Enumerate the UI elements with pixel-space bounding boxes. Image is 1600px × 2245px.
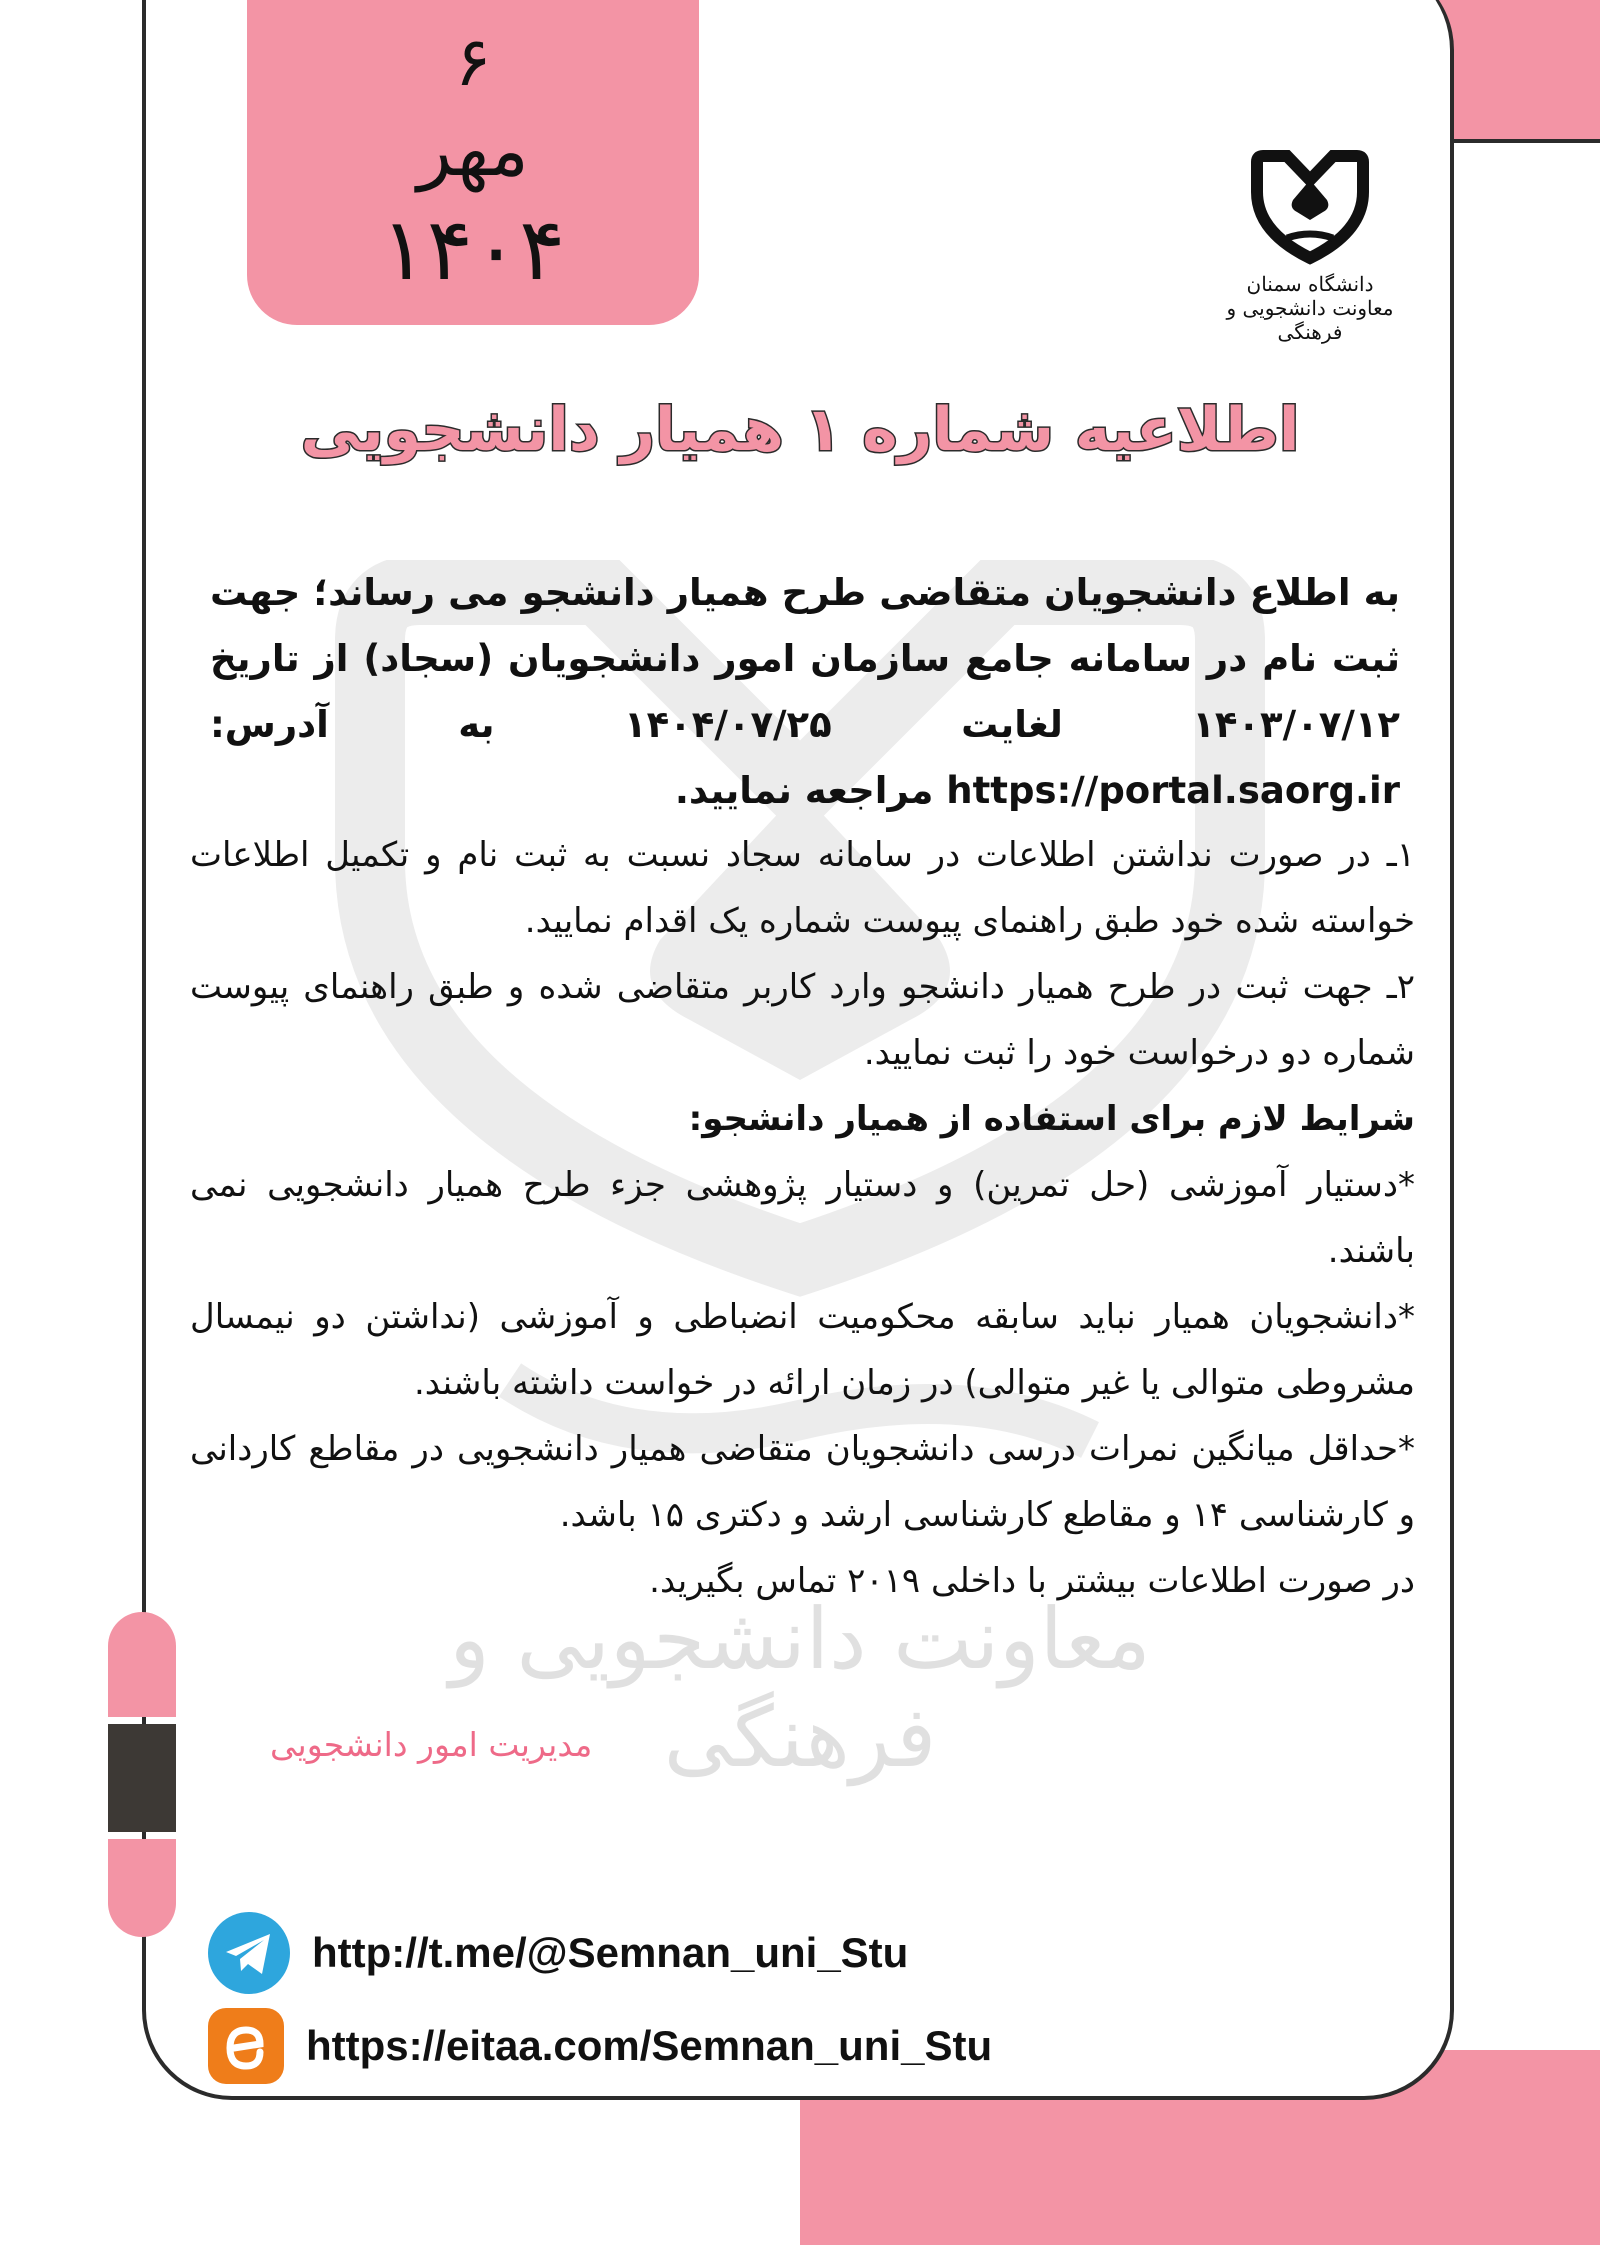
page-title: اطلاعیه شماره ۱ همیار دانشجویی — [300, 395, 1300, 465]
date-year: ۱۴۰۴ — [380, 199, 566, 300]
eitaa-link[interactable]: https://eitaa.com/Semnan_uni_Stu — [306, 2022, 993, 2069]
university-logo — [1225, 150, 1395, 375]
side-segment-pink-top — [108, 1612, 176, 1717]
date-badge — [247, 0, 699, 325]
closing-note: در صورت اطلاعات بیشتر با داخلی ۲۰۱۹ تماس بگیرید. — [649, 1561, 1415, 1601]
conditions-heading: شرایط لازم برای استفاده از همیار دانشجو: — [688, 1099, 1415, 1139]
telegram-link[interactable]: http://t.me/@Semnan_uni_Stu — [312, 1929, 909, 1976]
intro-paragraph: به اطلاع دانشجویان متقاضی طرح همیار دانشجو می رساند؛ جهت ثبت نام در سامانه جامع سازمان امور دانشجویان (سجاد) از تاریخ ۱۴۰۳/۰۷/۱۲ لغایت ۱۴۰۴/۰۷/۲۵ به آدرس: https://portal.saorg.ir مراجعه نمایید. — [210, 571, 1401, 812]
item-2: ۲ـ جهت ثبت در طرح همیار دانشجو وارد کاربر متقاضی شده و طبق راهنمای پیوست شماره دو درخواست خود را ثبت نمایید. — [190, 967, 1415, 1073]
date-day: ۶ — [454, 22, 492, 102]
condition-2: *دانشجویان همیار نباید سابقه محکومیت انضباطی و آموزشی (نداشتن دو نیمسال مشروطی متوالی یا غیر متوالی) در زمان ارائه در خواست داشته باشند. — [190, 1297, 1415, 1403]
side-decoration — [108, 1612, 176, 1937]
signature: مدیریت امور دانشجویی — [270, 1725, 593, 1764]
side-segment-pink-bottom — [108, 1839, 176, 1937]
logo-department-name: معاونت دانشجویی و فرهنگی — [1226, 296, 1394, 344]
telegram-contact[interactable] — [208, 1913, 908, 1993]
logo-university-name: دانشگاه سمنان — [1246, 272, 1374, 296]
eitaa-contact[interactable] — [208, 2006, 992, 2086]
condition-3: *حداقل میانگین نمرات درسی دانشجویان متقاضی همیار دانشجویی در مقاطع کاردانی و کارشناسی ۱۴ و مقاطع کارشناسی ارشد و دکتری ۱۵ باشد. — [190, 1429, 1415, 1535]
date-month: مهر — [417, 107, 529, 192]
eitaa-icon — [208, 2008, 284, 2084]
telegram-icon — [208, 1912, 290, 1994]
semnan-university-logo-icon — [1247, 150, 1373, 268]
watermark-text: معاونت دانشجویی و فرهنگی — [449, 1590, 1151, 1786]
announcement-body — [190, 822, 1415, 1614]
condition-1: *دستیار آموزشی (حل تمرین) و دستیار پژوهشی جزء طرح همیار دانشجویی نمی باشند. — [190, 1165, 1415, 1271]
item-1: ۱ـ در صورت نداشتن اطلاعات در سامانه سجاد نسبت به ثبت نام و تکمیل اطلاعات خواسته شده خود طبق راهنمای پیوست شماره یک اقدام نمایید. — [190, 835, 1415, 941]
side-segment-dark — [108, 1724, 176, 1832]
